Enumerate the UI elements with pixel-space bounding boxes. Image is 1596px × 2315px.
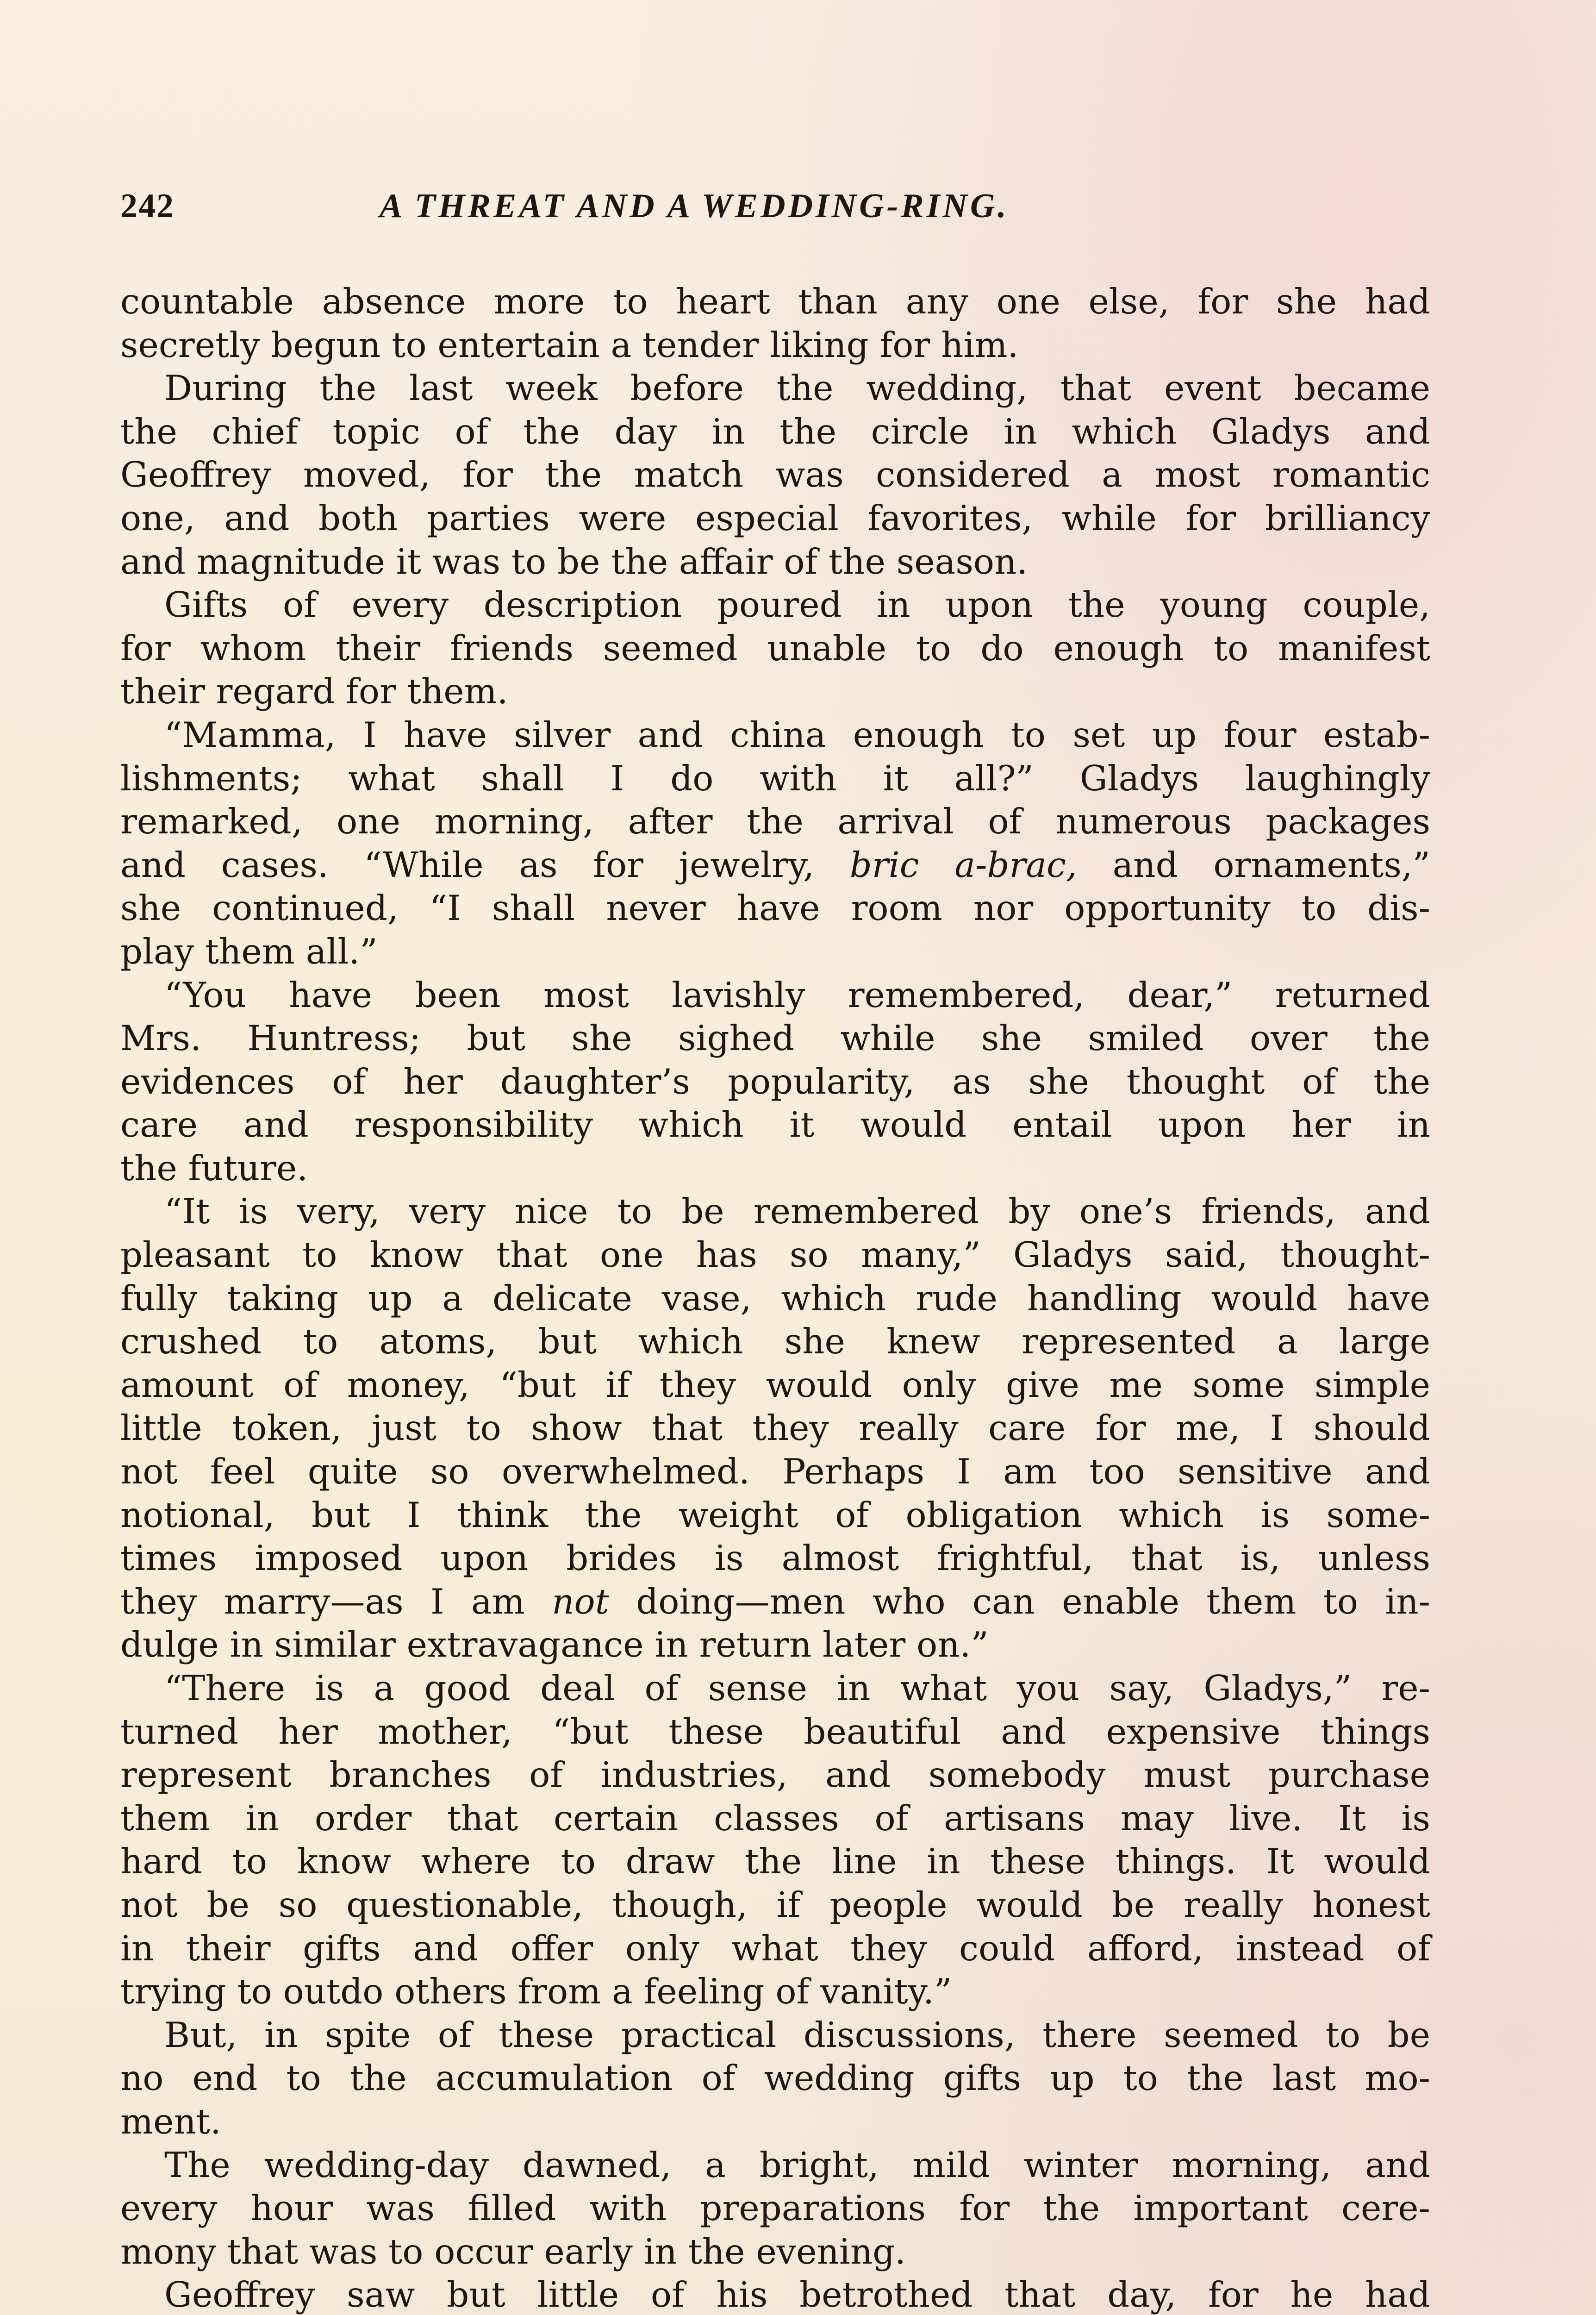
text-line: represent branches of industries, and somebody must purchase	[120, 1754, 1430, 1796]
italic-fragment: bric a-brac,	[849, 844, 1077, 885]
text-line: trying to outdo others from a feeling of vanity.”	[120, 1971, 952, 2012]
text-fragment: doing—men who can enable them to in-	[636, 1581, 1430, 1622]
text-line: turned her mother, “but these beautiful and expensive things	[120, 1711, 1430, 1752]
text-line: one, and both parties were especial favorites, while for brilliancy	[120, 497, 1430, 538]
text-line: them in order that certain classes of artisans may live. It is	[120, 1797, 1430, 1839]
text-line-with-italic	[120, 1580, 1430, 1624]
text-line: But, in spite of these practical discussions, there seemed to be	[164, 2014, 1430, 2055]
text-line: The wedding-day dawned, a bright, mild winter morning, and	[164, 2144, 1430, 2185]
text-line: the chief topic of the day in the circle in which Gladys and	[120, 411, 1430, 452]
text-line: During the last week before the wedding, that event became	[164, 368, 1430, 409]
page-number: 242	[120, 187, 175, 225]
text-line: amount of money, “but if they would only give me some simple	[120, 1364, 1430, 1405]
text-line: dulge in similar extravagance in return later on.”	[120, 1624, 989, 1665]
text-line: Mrs. Huntress; but she sighed while she smiled over the	[120, 1018, 1430, 1059]
text-line: “There is a good deal of sense in what you say, Gladys,” re-	[164, 1668, 1430, 1708]
running-title: A THREAT AND A WEDDING-RING.	[380, 187, 1009, 225]
book-page	[120, 0, 1430, 2315]
text-line: their regard for them.	[120, 671, 508, 712]
text-line: fully taking up a delicate vase, which rude handling would have	[120, 1277, 1430, 1319]
text-line: the future.	[120, 1147, 308, 1189]
text-line: little token, just to show that they really care for me, I should	[120, 1408, 1430, 1449]
text-line: “Mamma, I have silver and china enough to set up four estab-	[164, 714, 1430, 755]
text-fragment: they marry—as I am	[120, 1581, 525, 1622]
text-line: every hour was filled with preparations for the important cere-	[120, 2188, 1430, 2229]
text-line: evidences of her daughter’s popularity, as she thought of the	[120, 1061, 1430, 1102]
text-line: Gifts of every description poured in upon the young couple,	[164, 584, 1430, 626]
italic-fragment: not	[552, 1581, 609, 1622]
text-line: pleasant to know that one has so many,” Gladys said, thought-	[120, 1234, 1430, 1276]
text-line: remarked, one morning, after the arrival of numerous packages	[120, 801, 1430, 842]
text-line: crushed to atoms, but which she knew represented a large	[120, 1321, 1430, 1362]
text-line: hard to know where to draw the line in these things. It would	[120, 1841, 1430, 1882]
text-line: notional, but I think the weight of obligation which is some-	[120, 1494, 1430, 1535]
text-line: secretly begun to entertain a tender liking for him.	[120, 324, 1019, 365]
text-line: times imposed upon brides is almost frightful, that is, unless	[120, 1538, 1430, 1579]
text-line: “You have been most lavishly remembered, dear,” returned	[164, 974, 1430, 1015]
text-line: mony that was to occur early in the evening.	[120, 2231, 906, 2272]
text-line: not feel quite so overwhelmed. Perhaps I am too sensitive and	[120, 1451, 1430, 1492]
text-line: in their gifts and offer only what they could afford, instead of	[120, 1927, 1430, 1969]
text-fragment: and ornaments,”	[1112, 844, 1430, 885]
text-line: and magnitude it was to be the affair of the season.	[120, 541, 1028, 582]
text-line: lishments; what shall I do with it all?” Gladys laughingly	[120, 757, 1430, 799]
text-line: “It is very, very nice to be remembered by one’s friends, and	[164, 1191, 1430, 1232]
text-line: Geoffrey moved, for the match was considered a most romantic	[120, 454, 1430, 495]
text-line: not be so questionable, though, if people would be really honest	[120, 1884, 1430, 1925]
body-text	[120, 280, 1430, 2315]
text-line: no end to the accumulation of wedding gifts up to the last mo-	[120, 2058, 1430, 2099]
text-line: care and responsibility which it would entail upon her in	[120, 1104, 1430, 1145]
text-line: ment.	[120, 2101, 221, 2142]
text-line: countable absence more to heart than any one else, for she had	[120, 281, 1430, 322]
text-line-with-italic	[120, 844, 1430, 887]
text-line: play them all.”	[120, 931, 378, 972]
text-line: Geoffrey saw but little of his betrothed that day, for he had	[164, 2274, 1430, 2315]
text-line: for whom their friends seemed unable to do enough to manifest	[120, 627, 1430, 669]
text-line: she continued, “I shall never have room nor opportunity to dis-	[120, 888, 1430, 929]
text-fragment: and cases. “While as for jewelry,	[120, 844, 815, 885]
page-header	[120, 185, 1430, 227]
